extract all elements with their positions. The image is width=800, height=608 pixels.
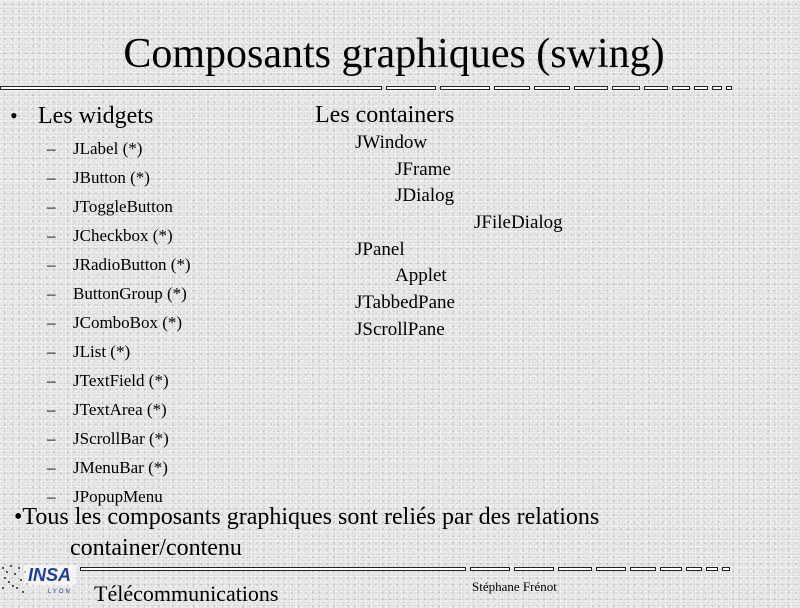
widget-label: JList (*) (73, 342, 131, 361)
dash-marker: – (47, 313, 56, 332)
list-item (10, 221, 310, 250)
dash-marker: – (47, 342, 56, 361)
widget-label: JCheckbox (*) (73, 226, 173, 245)
widget-label: JTextArea (*) (73, 400, 167, 419)
widget-label: JMenuBar (*) (73, 458, 168, 477)
dash-marker: – (47, 284, 56, 303)
widget-label: JLabel (*) (73, 139, 143, 158)
widgets-list (10, 134, 310, 511)
summary-note (14, 502, 774, 564)
list-item: JWindow (355, 132, 428, 153)
list-item: JTabbedPane (355, 292, 455, 314)
list-item (10, 279, 310, 308)
containers-column (315, 100, 775, 344)
summary-note-line1: •Tous les composants graphiques sont reliés par des relations (14, 504, 600, 530)
dash-marker: – (47, 139, 56, 158)
dash-marker: – (47, 168, 56, 187)
logo-text: INSA (28, 565, 72, 585)
dash-marker: – (47, 197, 56, 216)
widget-label: JRadioButton (*) (73, 255, 191, 274)
dash-marker: – (47, 487, 56, 506)
containers-heading: Les containers (315, 102, 455, 128)
bottom-divider-bar (80, 567, 734, 573)
list-item: JFileDialog (474, 212, 563, 234)
dash-marker: – (47, 371, 56, 390)
list-item: JPanel (355, 238, 405, 260)
slide-title: Composants graphiques (swing) (123, 31, 665, 77)
widgets-column (10, 102, 310, 511)
list-item (10, 308, 310, 337)
top-divider-bar (0, 86, 734, 92)
widgets-heading (10, 102, 310, 130)
list-item (10, 337, 310, 366)
department-name: Télécommunications (94, 581, 279, 606)
list-item (10, 163, 310, 192)
dash-marker: – (47, 400, 56, 419)
dash-marker: – (47, 429, 56, 448)
widget-label: JComboBox (*) (73, 313, 183, 332)
author-name: Stéphane Frénot (472, 579, 557, 594)
widgets-heading-text: Les widgets (38, 103, 154, 129)
containers-list (315, 130, 775, 344)
list-item (10, 192, 310, 221)
summary-note-line2: container/contenu (70, 535, 242, 561)
insa-logo (0, 557, 82, 600)
widget-label: JToggleButton (73, 197, 173, 216)
list-item (10, 134, 310, 163)
list-item (10, 366, 310, 395)
list-item (10, 453, 310, 482)
logo-subtext: LYON (48, 589, 72, 595)
list-item: JDialog (395, 185, 455, 207)
dash-marker: – (47, 255, 56, 274)
list-item (10, 250, 310, 279)
list-item (10, 424, 310, 453)
dash-marker: – (47, 226, 56, 245)
list-item: JFrame (395, 158, 451, 180)
widget-label: JScrollBar (*) (73, 429, 169, 448)
widget-label: JTextField (*) (73, 371, 169, 390)
widget-label: ButtonGroup (*) (73, 284, 187, 303)
dash-marker: – (47, 458, 56, 477)
heading-bullet: • (10, 103, 18, 128)
widget-label: JPopupMenu (73, 487, 163, 506)
widget-label: JButton (*) (73, 168, 150, 187)
list-item: JScrollPane (355, 318, 445, 340)
list-item: Applet (395, 265, 447, 287)
list-item (10, 395, 310, 424)
